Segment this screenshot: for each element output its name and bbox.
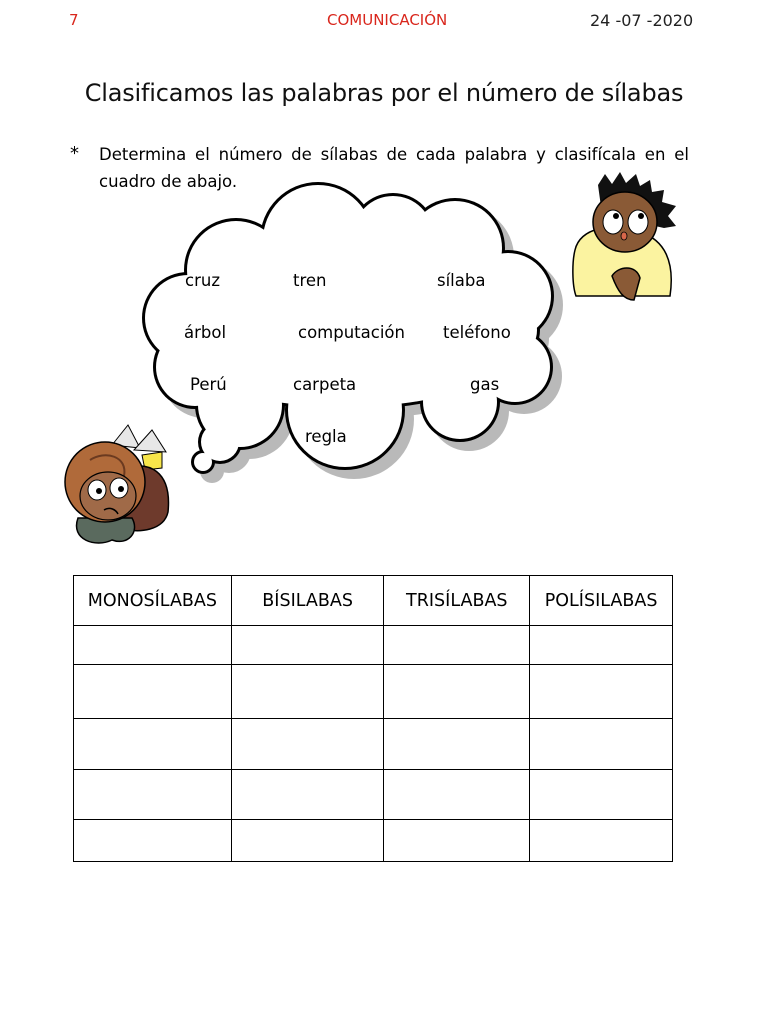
- page-number: 7: [69, 11, 79, 29]
- cloud-word: computación: [298, 323, 405, 342]
- table-cell[interactable]: [530, 626, 673, 665]
- table-cell[interactable]: [74, 770, 232, 820]
- cloud-word: sílaba: [437, 271, 486, 290]
- table-cell[interactable]: [74, 719, 232, 770]
- boy-left-eye: [603, 210, 623, 234]
- table-header-row: [74, 576, 673, 626]
- table-cell[interactable]: [74, 820, 232, 862]
- cloud-word: Perú: [190, 375, 227, 394]
- cloud-word: gas: [470, 375, 500, 394]
- table-cell[interactable]: [530, 820, 673, 862]
- table-row: [74, 820, 673, 862]
- table-cell[interactable]: [530, 770, 673, 820]
- cloud-word: teléfono: [443, 323, 511, 342]
- table-row: [74, 770, 673, 820]
- subject-heading: COMUNICACIÓN: [327, 11, 448, 29]
- instruction-text: Determina el número de sílabas de cada palabra y clasifícala en el cuadro de abajo.: [99, 145, 689, 191]
- girl-face: [80, 472, 136, 520]
- table-cell[interactable]: [384, 770, 530, 820]
- column-header-bisilabas: BÍSILABAS: [231, 576, 384, 626]
- cloud-word: árbol: [184, 323, 227, 342]
- column-header-monosilabas: MONOSÍLABAS: [74, 576, 232, 626]
- table-cell[interactable]: [231, 665, 384, 719]
- table-cell[interactable]: [384, 665, 530, 719]
- table-cell[interactable]: [384, 719, 530, 770]
- table-row: [74, 719, 673, 770]
- bullet-asterisk: *: [70, 143, 79, 164]
- boy-right-eye: [628, 210, 648, 234]
- date: 24 -07 -2020: [590, 11, 694, 30]
- cloud-word: cruz: [185, 271, 220, 290]
- table-cell[interactable]: [384, 820, 530, 862]
- table-cell[interactable]: [530, 665, 673, 719]
- column-header-trisilabas: TRISÍLABAS: [384, 576, 530, 626]
- table-cell[interactable]: [74, 626, 232, 665]
- table-cell[interactable]: [530, 719, 673, 770]
- table-row: [74, 626, 673, 665]
- table-cell[interactable]: [384, 626, 530, 665]
- cloud-word: tren: [293, 271, 327, 290]
- cloud-word: carpeta: [293, 375, 357, 394]
- table-cell[interactable]: [74, 665, 232, 719]
- page-title: Clasificamos las palabras por el número de sílabas: [84, 79, 684, 107]
- classification-table: [73, 575, 673, 862]
- table-cell[interactable]: [231, 820, 384, 862]
- boy-illustration: [573, 172, 676, 300]
- boy-mouth: [621, 232, 627, 240]
- table-cell[interactable]: [231, 719, 384, 770]
- girl-wing-right: [134, 430, 166, 452]
- column-header-polisilabas: POLÍSILABAS: [530, 576, 673, 626]
- table-row: [74, 665, 673, 719]
- table-cell[interactable]: [231, 770, 384, 820]
- girl-illustration: [65, 425, 168, 543]
- cloud-word: regla: [305, 427, 347, 446]
- table-cell[interactable]: [231, 626, 384, 665]
